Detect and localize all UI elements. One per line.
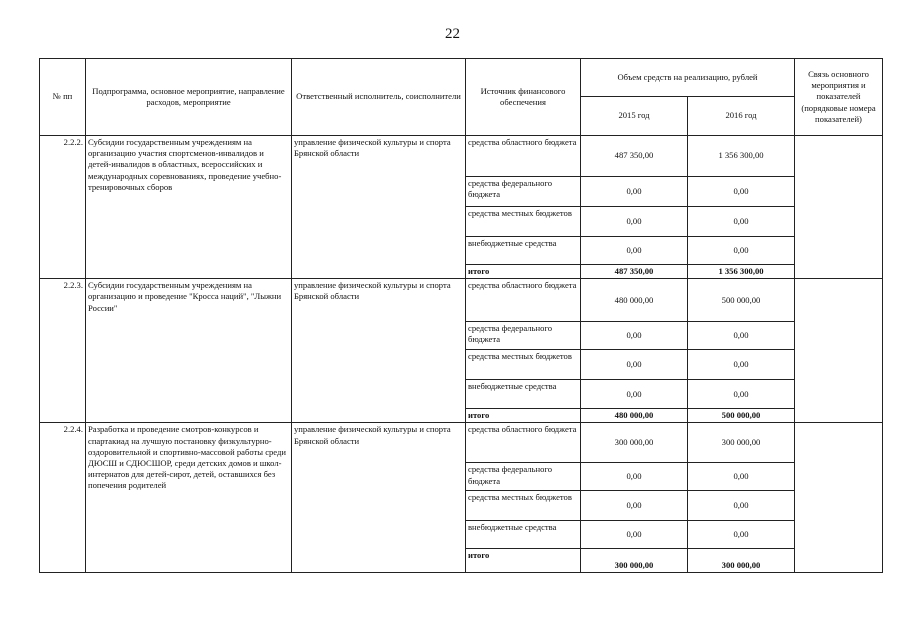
- program-row-group: [40, 423, 883, 573]
- amount-2015: 0,00: [581, 463, 688, 491]
- table-row: [40, 136, 883, 177]
- amount-2016: 0,00: [688, 207, 795, 237]
- source-name: средства местных бюджетов: [466, 207, 581, 237]
- source-name: средства областного бюджета: [466, 423, 581, 463]
- source-name: средства федерального бюджета: [466, 177, 581, 207]
- row-description: Разработка и проведение смотров-конкурсов и спартакиад на лучшую постановку физкультурно-оздоровительной и спортивно-массовой работы среди ДЮСШ и СДЮСШОР, среди детских домов и школ-интернатов для детей-сирот, детей, оставшихся без попечения родителей: [86, 423, 292, 573]
- source-name: внебюджетные средства: [466, 521, 581, 549]
- source-name: средства федерального бюджета: [466, 463, 581, 491]
- amount-2016: 0,00: [688, 322, 795, 350]
- amount-2015: 480 000,00: [581, 279, 688, 322]
- amount-2015: 0,00: [581, 380, 688, 409]
- total-2015: 300 000,00: [581, 549, 688, 573]
- amount-2016: 300 000,00: [688, 423, 795, 463]
- source-name: внебюджетные средства: [466, 237, 581, 265]
- total-2015: 480 000,00: [581, 409, 688, 423]
- program-row-group: [40, 279, 883, 423]
- header-year-2015: 2015 год: [581, 97, 688, 136]
- row-executor: управление физической культуры и спорта Брянской области: [292, 279, 466, 423]
- link-cell: [795, 279, 883, 423]
- row-description: Субсидии государственным учреждениям на организацию и проведение "Кросса наций", "Лыжни России": [86, 279, 292, 423]
- amount-2016: 1 356 300,00: [688, 136, 795, 177]
- amount-2016: 0,00: [688, 237, 795, 265]
- row-number: 2.2.4.: [40, 423, 86, 573]
- header-year-2016: 2016 год: [688, 97, 795, 136]
- source-name: средства областного бюджета: [466, 279, 581, 322]
- row-description: Субсидии государственным учреждениям на организацию участия спортсменов-инвалидов и детей-инвалидов в областных, всероссийских и международных соревнованиях, проведение учебно-тренировочных сборов: [86, 136, 292, 279]
- source-name: средства местных бюджетов: [466, 350, 581, 380]
- amount-2015: 0,00: [581, 207, 688, 237]
- program-row-group: [40, 136, 883, 279]
- header-subprogram: Подпрограмма, основное мероприятие, направление расходов, мероприятие: [86, 59, 292, 136]
- total-label: итого: [466, 549, 581, 573]
- header-executor: Ответственный исполнитель, соисполнители: [292, 59, 466, 136]
- amount-2016: 0,00: [688, 521, 795, 549]
- row-executor: управление физической культуры и спорта Брянской области: [292, 136, 466, 279]
- source-name: внебюджетные средства: [466, 380, 581, 409]
- total-label: итого: [466, 265, 581, 279]
- amount-2016: 0,00: [688, 350, 795, 380]
- header-source: Источник финансового обеспечения: [466, 59, 581, 136]
- row-executor: управление физической культуры и спорта Брянской области: [292, 423, 466, 573]
- header-volume: Объем средств на реализацию, рублей: [581, 59, 795, 97]
- amount-2016: 0,00: [688, 463, 795, 491]
- amount-2015: 0,00: [581, 491, 688, 521]
- link-cell: [795, 136, 883, 279]
- total-label: итого: [466, 409, 581, 423]
- amount-2015: 0,00: [581, 521, 688, 549]
- budget-table: [39, 58, 883, 573]
- total-2015: 487 350,00: [581, 265, 688, 279]
- total-2016: 1 356 300,00: [688, 265, 795, 279]
- amount-2016: 500 000,00: [688, 279, 795, 322]
- header-num: № пп: [40, 59, 86, 136]
- table-row: [40, 423, 883, 463]
- page-number: 22: [445, 26, 460, 42]
- header-link: Связь основного мероприятия и показателей (порядковые номера показателей): [795, 59, 883, 136]
- source-name: средства федерального бюджета: [466, 322, 581, 350]
- total-2016: 500 000,00: [688, 409, 795, 423]
- total-2016: 300 000,00: [688, 549, 795, 573]
- amount-2015: 0,00: [581, 322, 688, 350]
- amount-2016: 0,00: [688, 177, 795, 207]
- link-cell: [795, 423, 883, 573]
- row-number: 2.2.3.: [40, 279, 86, 423]
- amount-2015: 0,00: [581, 237, 688, 265]
- source-name: средства областного бюджета: [466, 136, 581, 177]
- table-row: [40, 279, 883, 322]
- amount-2015: 300 000,00: [581, 423, 688, 463]
- amount-2015: 0,00: [581, 177, 688, 207]
- row-number: 2.2.2.: [40, 136, 86, 279]
- amount-2015: 487 350,00: [581, 136, 688, 177]
- amount-2015: 0,00: [581, 350, 688, 380]
- amount-2016: 0,00: [688, 491, 795, 521]
- amount-2016: 0,00: [688, 380, 795, 409]
- source-name: средства местных бюджетов: [466, 491, 581, 521]
